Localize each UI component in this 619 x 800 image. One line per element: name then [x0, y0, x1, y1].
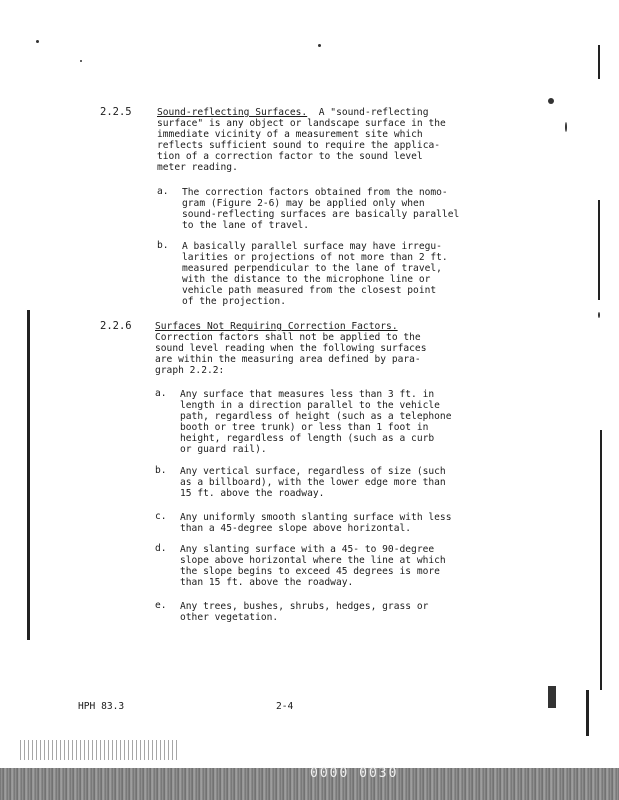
- text-line: to the lane of travel.: [182, 220, 310, 231]
- list-item-2-2-6-b: [180, 466, 446, 499]
- text-line: or guard rail).: [180, 444, 267, 455]
- text-line: length in a direction parallel to the vehicle: [180, 400, 440, 411]
- list-item-2-2-6-e: [180, 601, 428, 623]
- text-line: The correction factors obtained from the nomo-: [182, 187, 448, 198]
- scan-edge-mark: [27, 310, 30, 640]
- footer-doc-id: HPH 83.3: [78, 701, 125, 712]
- scan-edge-mark: [598, 200, 600, 300]
- scan-edge-mark: [600, 430, 602, 690]
- scan-blot: [548, 686, 556, 708]
- text-line: tion of a correction factor to the sound level: [157, 151, 423, 162]
- text-line: graph 2.2.2:: [155, 365, 225, 376]
- text-line: Correction factors shall not be applied to the: [155, 332, 421, 343]
- text-line: booth or tree trunk) or less than 1 foot in: [180, 422, 429, 433]
- section-intro-2-2-6: [155, 332, 426, 376]
- text-line: are within the measuring area defined by para-: [155, 354, 421, 365]
- text-line: 15 ft. above the roadway.: [180, 488, 325, 499]
- text-line: immediate vicinity of a measurement site which: [157, 129, 423, 140]
- section-title-2-2-6: [155, 321, 398, 332]
- text-line: than a 45-degree slope above horizontal.: [180, 523, 412, 534]
- text-line: A basically parallel surface may have irregu-: [182, 241, 442, 252]
- item-label: d.: [155, 543, 167, 554]
- text-line: vehicle path measured from the closest point: [182, 285, 437, 296]
- text-line: Any slanting surface with a 45- to 90-degree: [180, 544, 435, 555]
- text-line: Any trees, bushes, shrubs, hedges, grass or: [180, 601, 429, 612]
- scan-speck: [36, 40, 39, 43]
- item-label: b.: [155, 465, 167, 476]
- text-line: larities or projections of not more than 2 ft.: [182, 252, 448, 263]
- item-label: a.: [155, 388, 167, 399]
- text-line: path, regardless of height (such as a telephone: [180, 411, 452, 422]
- scan-speck: [548, 98, 554, 104]
- section-title-line-2-2-5: [157, 107, 428, 118]
- section-intro-rest: A "sound-reflecting: [307, 107, 429, 118]
- list-item-2-2-5-b: [182, 241, 448, 307]
- text-line: reflects sufficient sound to require the applica-: [157, 140, 441, 151]
- text-line: Any uniformly smooth slanting surface with less: [180, 512, 452, 523]
- text-line: surface" is any object or landscape surface in the: [157, 118, 446, 129]
- scan-stamp: 0000 0030: [310, 766, 399, 781]
- scan-speck: [598, 312, 600, 318]
- footer-page-number: 2-4: [276, 701, 294, 712]
- scan-speck: [318, 44, 321, 47]
- scan-speck: [80, 60, 82, 62]
- section-number-2-2-5: 2.2.5: [100, 106, 132, 118]
- text-line: measured perpendicular to the lane of travel,: [182, 263, 442, 274]
- text-line: with the distance to the microphone line or: [182, 274, 431, 285]
- scan-edge-mark: [598, 45, 600, 79]
- list-item-2-2-6-a: [180, 389, 451, 455]
- list-item-2-2-6-d: [180, 544, 446, 588]
- text-line: meter reading.: [157, 162, 238, 173]
- text-line: height, regardless of length (such as a curb: [180, 433, 435, 444]
- item-label: b.: [157, 240, 169, 251]
- scan-speck: [565, 122, 567, 132]
- list-item-2-2-5-a: [182, 187, 459, 231]
- text-line: than 15 ft. above the roadway.: [180, 577, 354, 588]
- section-title: Sound-reflecting Surfaces.: [157, 107, 308, 118]
- text-line: of the projection.: [182, 296, 286, 307]
- list-item-2-2-6-c: [180, 512, 451, 534]
- text-line: other vegetation.: [180, 612, 279, 623]
- section-title: Surfaces Not Requiring Correction Factors.: [155, 321, 398, 332]
- item-label: e.: [155, 600, 167, 611]
- section-number-2-2-6: 2.2.6: [100, 320, 132, 332]
- text-line: Any surface that measures less than 3 ft. in: [180, 389, 435, 400]
- scan-noise: [20, 740, 180, 760]
- item-label: a.: [157, 186, 169, 197]
- text-line: Any vertical surface, regardless of size (such: [180, 466, 446, 477]
- text-line: sound level reading when the following surfaces: [155, 343, 427, 354]
- section-intro-2-2-5: [157, 118, 446, 173]
- text-line: gram (Figure 2-6) may be applied only when: [182, 198, 425, 209]
- item-label: c.: [155, 511, 167, 522]
- text-line: the slope begins to exceed 45 degrees is more: [180, 566, 440, 577]
- text-line: as a billboard), with the lower edge more than: [180, 477, 446, 488]
- text-line: sound-reflecting surfaces are basically parallel: [182, 209, 460, 220]
- scan-edge-mark: [586, 690, 589, 736]
- text-line: slope above horizontal where the line at which: [180, 555, 446, 566]
